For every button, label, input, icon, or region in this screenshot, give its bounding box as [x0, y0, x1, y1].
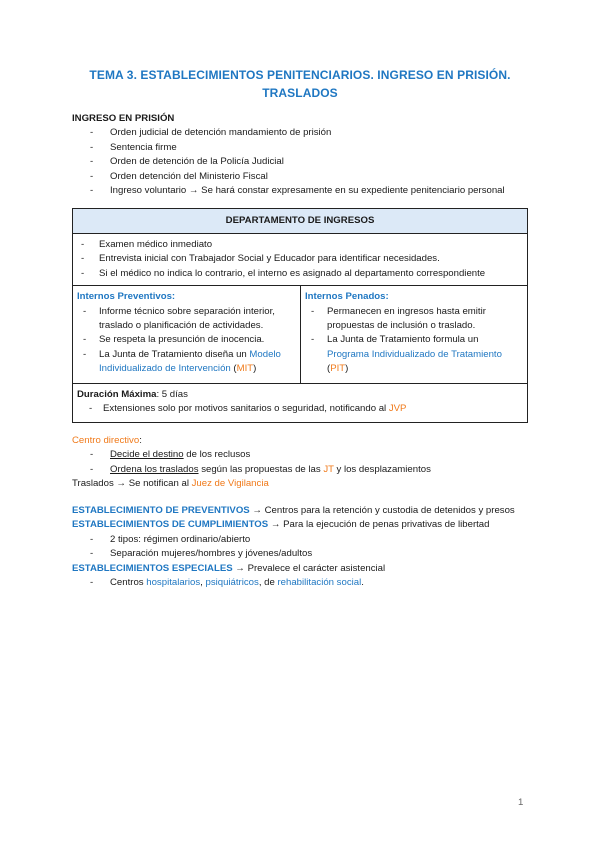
ingreso-heading: INGRESO EN PRISIÓN — [72, 113, 175, 124]
mit-acronym: MIT — [236, 363, 254, 375]
jt-acronym: JT — [323, 463, 334, 475]
list-item: - 2 tipos: régimen ordinario/abierto — [72, 533, 532, 547]
text: Traslados → Se notifican al — [72, 478, 192, 490]
text: : — [139, 435, 142, 446]
preventivos-cell — [73, 286, 301, 382]
duracion-cell — [73, 384, 527, 423]
text: , de — [258, 577, 278, 589]
ingresos-general-cell — [73, 234, 527, 286]
list-item: - Se respeta la presunción de inocencia. — [77, 333, 296, 347]
penados-heading: Internos Penados: — [305, 291, 389, 303]
list-item: - Sentencia firme — [72, 141, 532, 155]
text: → Para la ejecución de penas privativas de libertad — [268, 519, 490, 531]
centro-section — [72, 434, 532, 492]
text: según las propuestas de las — [198, 463, 324, 475]
preventivos-list — [77, 305, 296, 377]
rehabilitacion-term: rehabilitación social — [277, 577, 362, 589]
mit-term: Modelo Individualizado de Intervención — [99, 348, 281, 375]
text: de los reclusos — [183, 449, 251, 461]
cumplimiento-label: ESTABLECIMIENTOS DE CUMPLIMIENTOS — [72, 519, 269, 531]
ingreso-list — [72, 126, 532, 198]
text: Centros — [110, 577, 147, 589]
list-item: - Ingreso voluntario → Se hará constar expresamente en su expediente penitenciario personal — [72, 184, 532, 198]
list-item — [305, 333, 523, 376]
ingresos-table-header: DEPARTAMENTO DE INGRESOS — [73, 209, 527, 234]
traslados-line — [72, 477, 532, 491]
pit-acronym: PIT — [330, 363, 346, 375]
ordena-traslados: Ordena los traslados — [110, 463, 199, 475]
centro-heading: Centro directivo — [72, 435, 140, 446]
jvp-acronym: JVP — [388, 403, 407, 415]
text: Extensiones solo por motivos sanitarios o seguridad, notificando al — [103, 403, 389, 415]
page-number: 1 — [518, 797, 524, 808]
list-item — [72, 576, 532, 590]
list-item — [77, 402, 523, 416]
duracion-label: Duración Máxima — [77, 388, 157, 400]
list-item: - Si el médico no indica lo contrario, el interno es asignado al departamento correspondiente — [73, 267, 527, 281]
preventivos-line — [72, 504, 532, 518]
cumplimiento-line — [72, 518, 532, 532]
centro-heading-line — [72, 434, 532, 448]
list-item — [72, 463, 532, 477]
pit-term: Programa Individualizado de Tratamiento — [327, 348, 502, 360]
text: . — [361, 577, 364, 589]
juez-vigilancia: Juez de Vigilancia — [191, 478, 269, 490]
hospitalarios-term: hospitalarios — [146, 577, 201, 589]
duracion-list — [77, 402, 523, 416]
preventivos-heading: Internos Preventivos: — [77, 291, 176, 303]
list-item: - Orden judicial de detención mandamiento de prisión — [72, 126, 532, 140]
text: La Junta de Tratamiento formula un — [327, 334, 479, 346]
especiales-line — [72, 562, 532, 576]
especiales-list — [72, 576, 532, 590]
list-item: - Permanecen en ingresos hasta emitir propuestas de inclusión o traslado. — [305, 305, 523, 334]
ingresos-general-list — [73, 238, 527, 281]
especiales-label: ESTABLECIMIENTOS ESPECIALES — [72, 562, 233, 574]
text: , — [200, 577, 206, 589]
list-item: - Separación mujeres/hombres y jóvenes/adultos — [72, 547, 532, 561]
text: La Junta de Tratamiento diseña un — [99, 348, 250, 360]
list-item: - Informe técnico sobre separación interior, traslado o planificación de actividades. — [77, 305, 296, 334]
centro-list — [72, 448, 532, 477]
establecimientos-section — [72, 504, 532, 590]
preventivos-label: ESTABLECIMIENTO DE PREVENTIVOS — [72, 505, 250, 516]
list-item: - Entrevista inicial con Trabajador Social y Educador para identificar necesidades. — [73, 252, 527, 266]
text: → Centros para la retención y custodia de detenidos y presos — [249, 505, 515, 516]
list-item — [77, 348, 296, 377]
list-item: - Examen médico inmediato — [73, 238, 527, 252]
ingreso-section — [72, 112, 532, 198]
text: ) — [345, 363, 349, 375]
list-item — [72, 448, 532, 462]
text: y los desplazamientos — [333, 463, 431, 475]
page-title: TEMA 3. ESTABLECIMIENTOS PENITENCIARIOS. INGRESO EN PRISIÓN. TRASLADOS — [89, 68, 511, 100]
list-item: - Orden detención del Ministerio Fiscal — [72, 170, 532, 184]
psiquiatricos-term: psiquiátricos — [205, 577, 259, 589]
ingresos-table — [72, 208, 528, 423]
internos-row — [73, 286, 527, 383]
penados-cell — [301, 286, 527, 382]
cumplimiento-list — [72, 533, 532, 562]
text: ( — [230, 363, 237, 375]
text: ) — [253, 363, 257, 375]
penados-list — [305, 305, 523, 377]
text: → Prevalece el carácter asistencial — [232, 562, 386, 574]
decide-destino: Decide el destino — [110, 449, 184, 461]
duracion-line — [77, 388, 523, 402]
list-item: - Orden de detención de la Policía Judicial — [72, 155, 532, 169]
text: ( — [327, 363, 331, 375]
duracion-value: : 5 días — [156, 388, 188, 400]
